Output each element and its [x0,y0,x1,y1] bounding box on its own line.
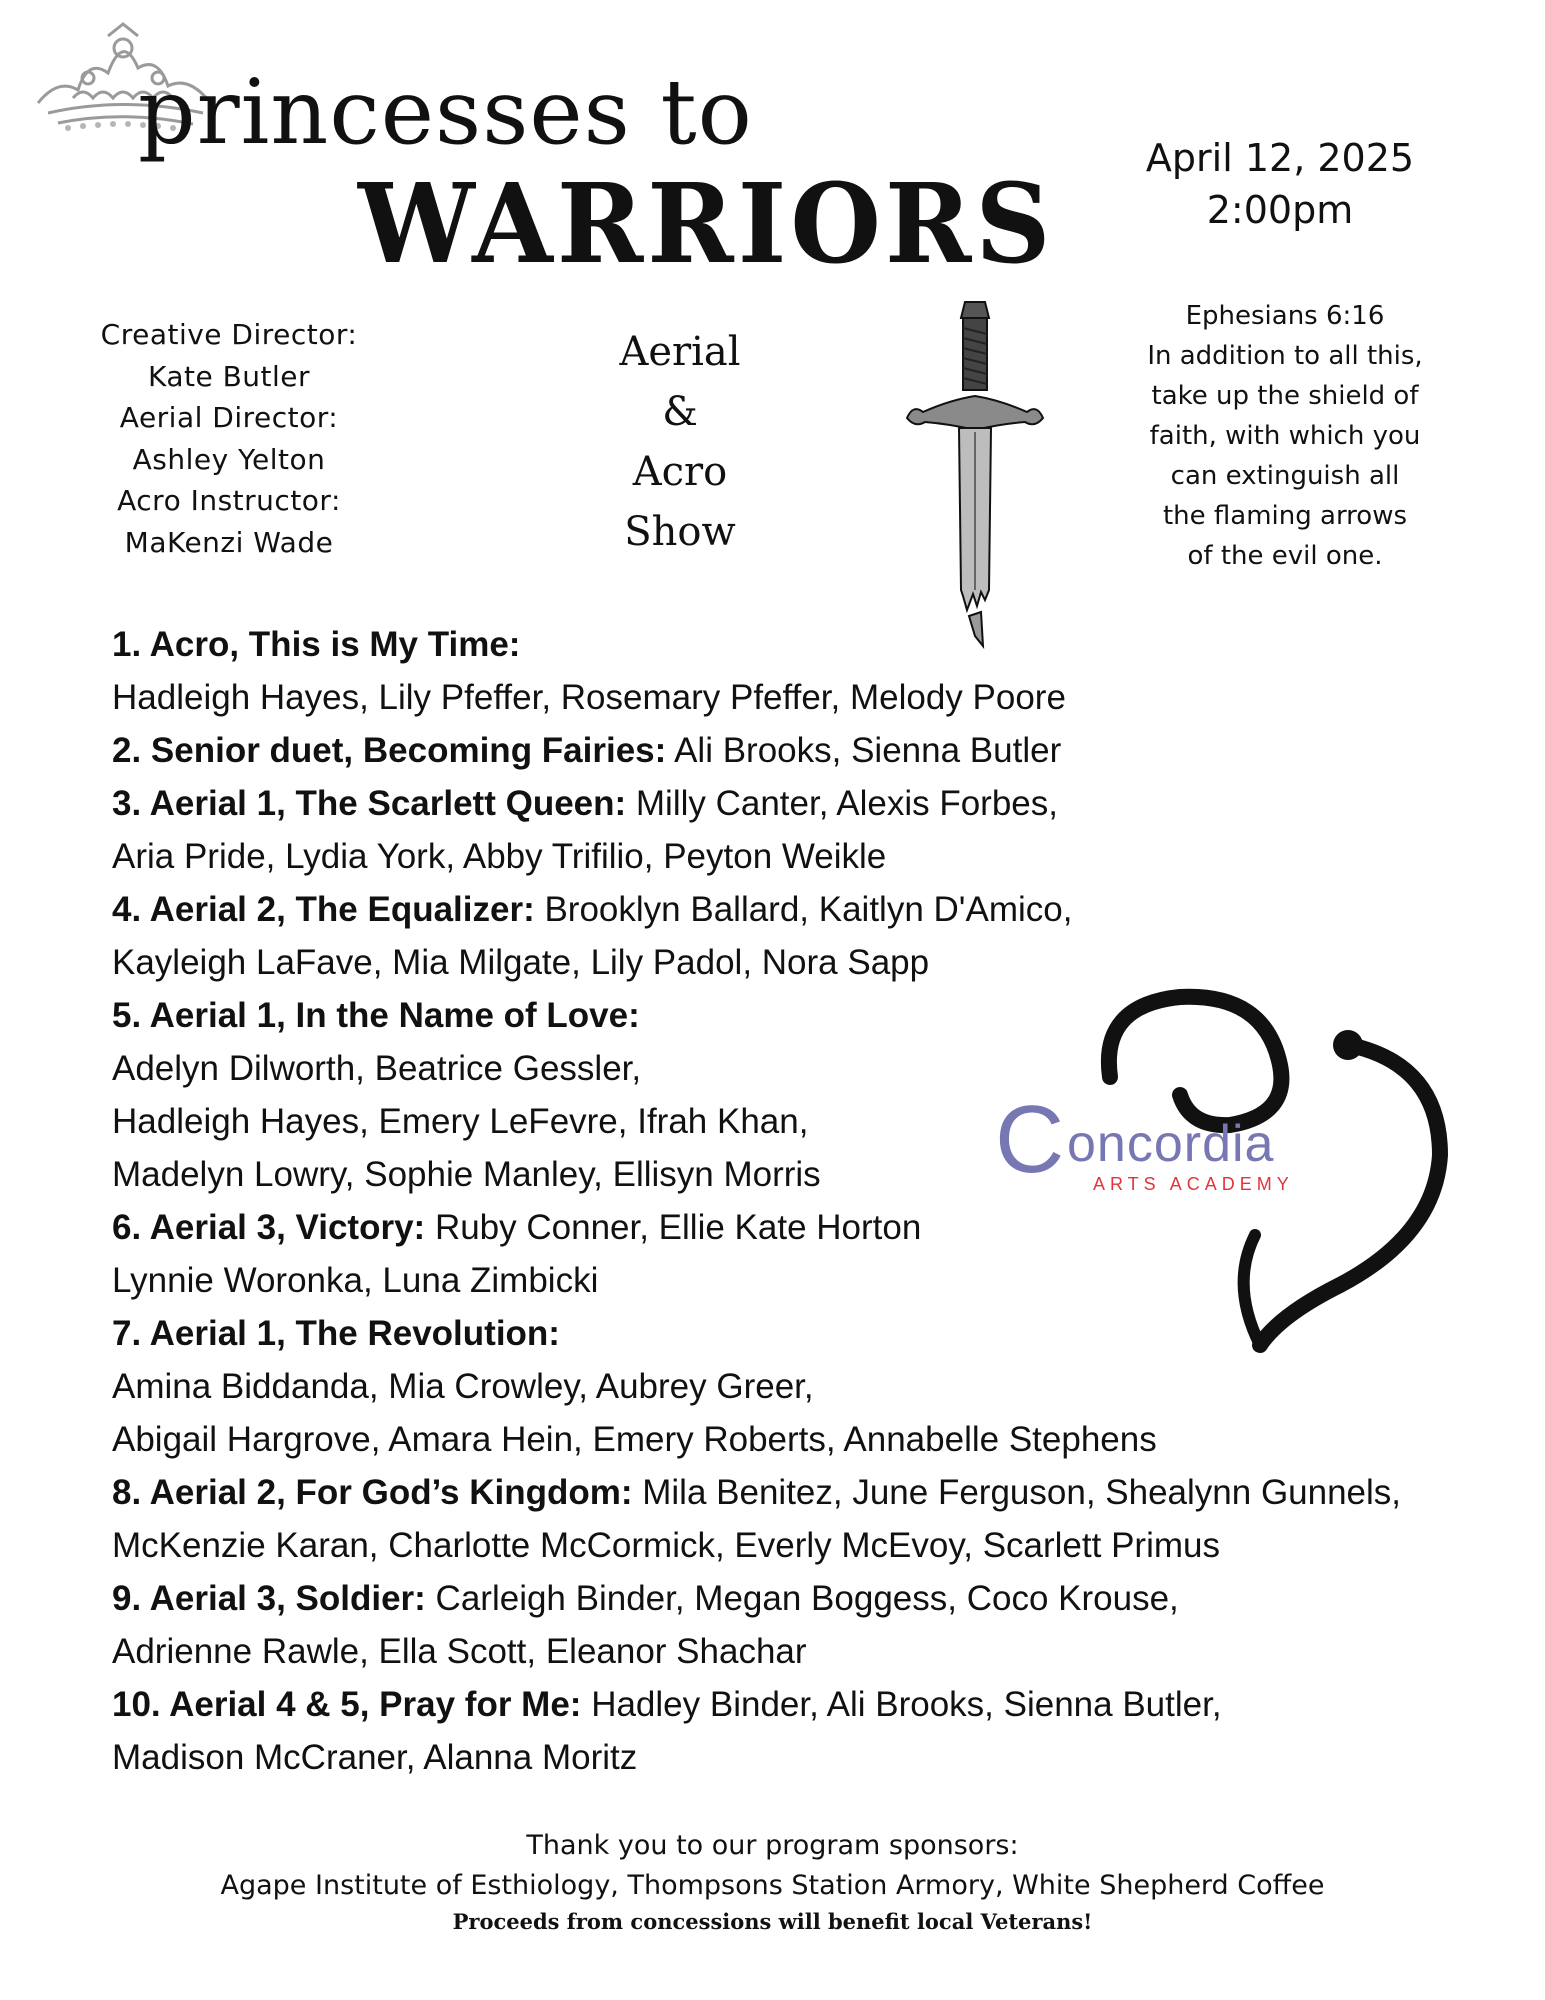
program-list [112,618,1452,1784]
program-performers: Aria Pride, Lydia York, Abby Trifilio, Peyton Weikle [112,837,887,876]
program-performers: Kayleigh LaFave, Mia Milgate, Lily Padol, Nora Sapp [112,943,930,982]
sponsor-list: Agape Institute of Esthiology, Thompsons Station Armory, White Shepherd Coffee [220,1870,1325,1901]
program-line [112,1042,1452,1095]
show-type-line: Show [624,509,736,555]
program-performers: Hadleigh Hayes, Lily Pfeffer, Rosemary Pfeffer, Melody Poore [112,678,1066,717]
program-line [112,1254,1452,1307]
program-line [112,1625,1452,1678]
verse-reference: Ephesians 6:16 [1185,301,1385,331]
program-line [112,1519,1452,1572]
program-performers: Madison McCraner, Alanna Moritz [112,1738,638,1777]
program-performers: Adelyn Dilworth, Beatrice Gessler, [112,1049,642,1088]
logo-subtitle: ARTS ACADEMY [1093,1174,1294,1194]
credit-line: MaKenzi Wade [124,525,334,559]
program-performers: Madelyn Lowry, Sophie Manley, Ellisyn Morris [112,1155,821,1194]
program-act-title: 3. Aerial 1, The Scarlett Queen: [112,784,627,823]
program-act-title: 6. Aerial 3, Victory: [112,1208,426,1247]
credit-line: Ashley Yelton [132,442,326,476]
credits [70,314,388,563]
program-line [112,1466,1452,1519]
show-type [590,322,770,562]
verse [1120,296,1450,576]
verse-line: can extinguish all [1170,461,1400,491]
program-line [112,1148,1452,1201]
verse-line: of the evil one. [1187,541,1383,571]
program-line [112,618,1452,671]
event-date: April 12, 2025 [1145,136,1415,180]
program-act-title: 1. Acro, This is My Time: [112,625,521,664]
program-performers: Ruby Conner, Ellie Kate Horton [425,1208,922,1247]
event-time: 2:00pm [1206,188,1354,232]
logo-name: oncordia [1067,1115,1275,1173]
program-line [112,883,1452,936]
verse-line: faith, with which you [1149,421,1421,451]
program-line [112,1572,1452,1625]
program-line [112,936,1452,989]
credit-line: Aerial Director: [119,401,339,434]
program-act-title: 9. Aerial 3, Soldier: [112,1579,426,1618]
program-performers: Amina Biddanda, Mia Crowley, Aubrey Greer, [112,1367,814,1406]
logo-initial: C [995,1086,1065,1193]
credit-line: Kate Butler [147,359,311,393]
program-line [112,989,1452,1042]
show-type-line: & [662,389,698,435]
credit-line: Acro Instructor: [117,484,341,517]
program-performers: Mila Benitez, June Ferguson, Shealynn Gunnels, [632,1473,1402,1512]
program-line [112,1413,1452,1466]
show-type-line: Acro [632,449,728,495]
verse-line: take up the shield of [1151,381,1419,411]
program-act-title: 4. Aerial 2, The Equalizer: [112,890,535,929]
concessions-note: Proceeds from concessions will benefit local Veterans! [452,1909,1093,1934]
date-block [1130,132,1430,236]
footer [0,1826,1545,1938]
program-line [112,724,1452,777]
program-act-title: 8. Aerial 2, For God’s Kingdom: [112,1473,633,1512]
program-act-title: 2. Senior duet, Becoming Fairies: [112,731,667,770]
program-act-title: 5. Aerial 1, In the Name of Love: [112,996,640,1035]
verse-line: In addition to all this, [1147,341,1423,371]
program-performers: Milly Canter, Alexis Forbes, [626,784,1058,823]
program-act-title: 10. Aerial 4 & 5, Pray for Me: [112,1685,582,1724]
program-performers: Brooklyn Ballard, Kaitlyn D'Amico, [534,890,1073,929]
program-performers: Adrienne Rawle, Ella Scott, Eleanor Shachar [112,1632,807,1671]
program-line [112,1731,1452,1784]
program-line [112,1678,1452,1731]
program-line [112,671,1452,724]
program-line [112,1095,1452,1148]
credit-line: Creative Director: [100,318,358,351]
sword-icon [905,300,1045,650]
program-performers: Abigail Hargrove, Amara Hein, Emery Roberts, Annabelle Stephens [112,1420,1157,1459]
program-line [112,1307,1452,1360]
program-performers: McKenzie Karan, Charlotte McCormick, Everly McEvoy, Scarlett Primus [112,1526,1220,1565]
title-main: WARRIORS [358,158,1055,289]
program-line [112,777,1452,830]
program-performers: Ali Brooks, Sienna Butler [666,731,1062,770]
program-performers: Lynnie Woronka, Luna Zimbicki [112,1261,599,1300]
program-act-title: 7. Aerial 1, The Revolution: [112,1314,560,1353]
program-line [112,1201,1452,1254]
title-top: princesses to [138,60,753,165]
program-line [112,1360,1452,1413]
program-line [112,830,1452,883]
sponsor-thanks: Thank you to our program sponsors: [526,1830,1019,1861]
program-performers: Hadleigh Hayes, Emery LeFevre, Ifrah Khan, [112,1102,809,1141]
show-type-line: Aerial [619,329,741,375]
verse-line: the flaming arrows [1162,501,1408,531]
program-performers: Hadley Binder, Ali Brooks, Sienna Butler, [581,1685,1222,1724]
program-performers: Carleigh Binder, Megan Boggess, Coco Krouse, [425,1579,1179,1618]
